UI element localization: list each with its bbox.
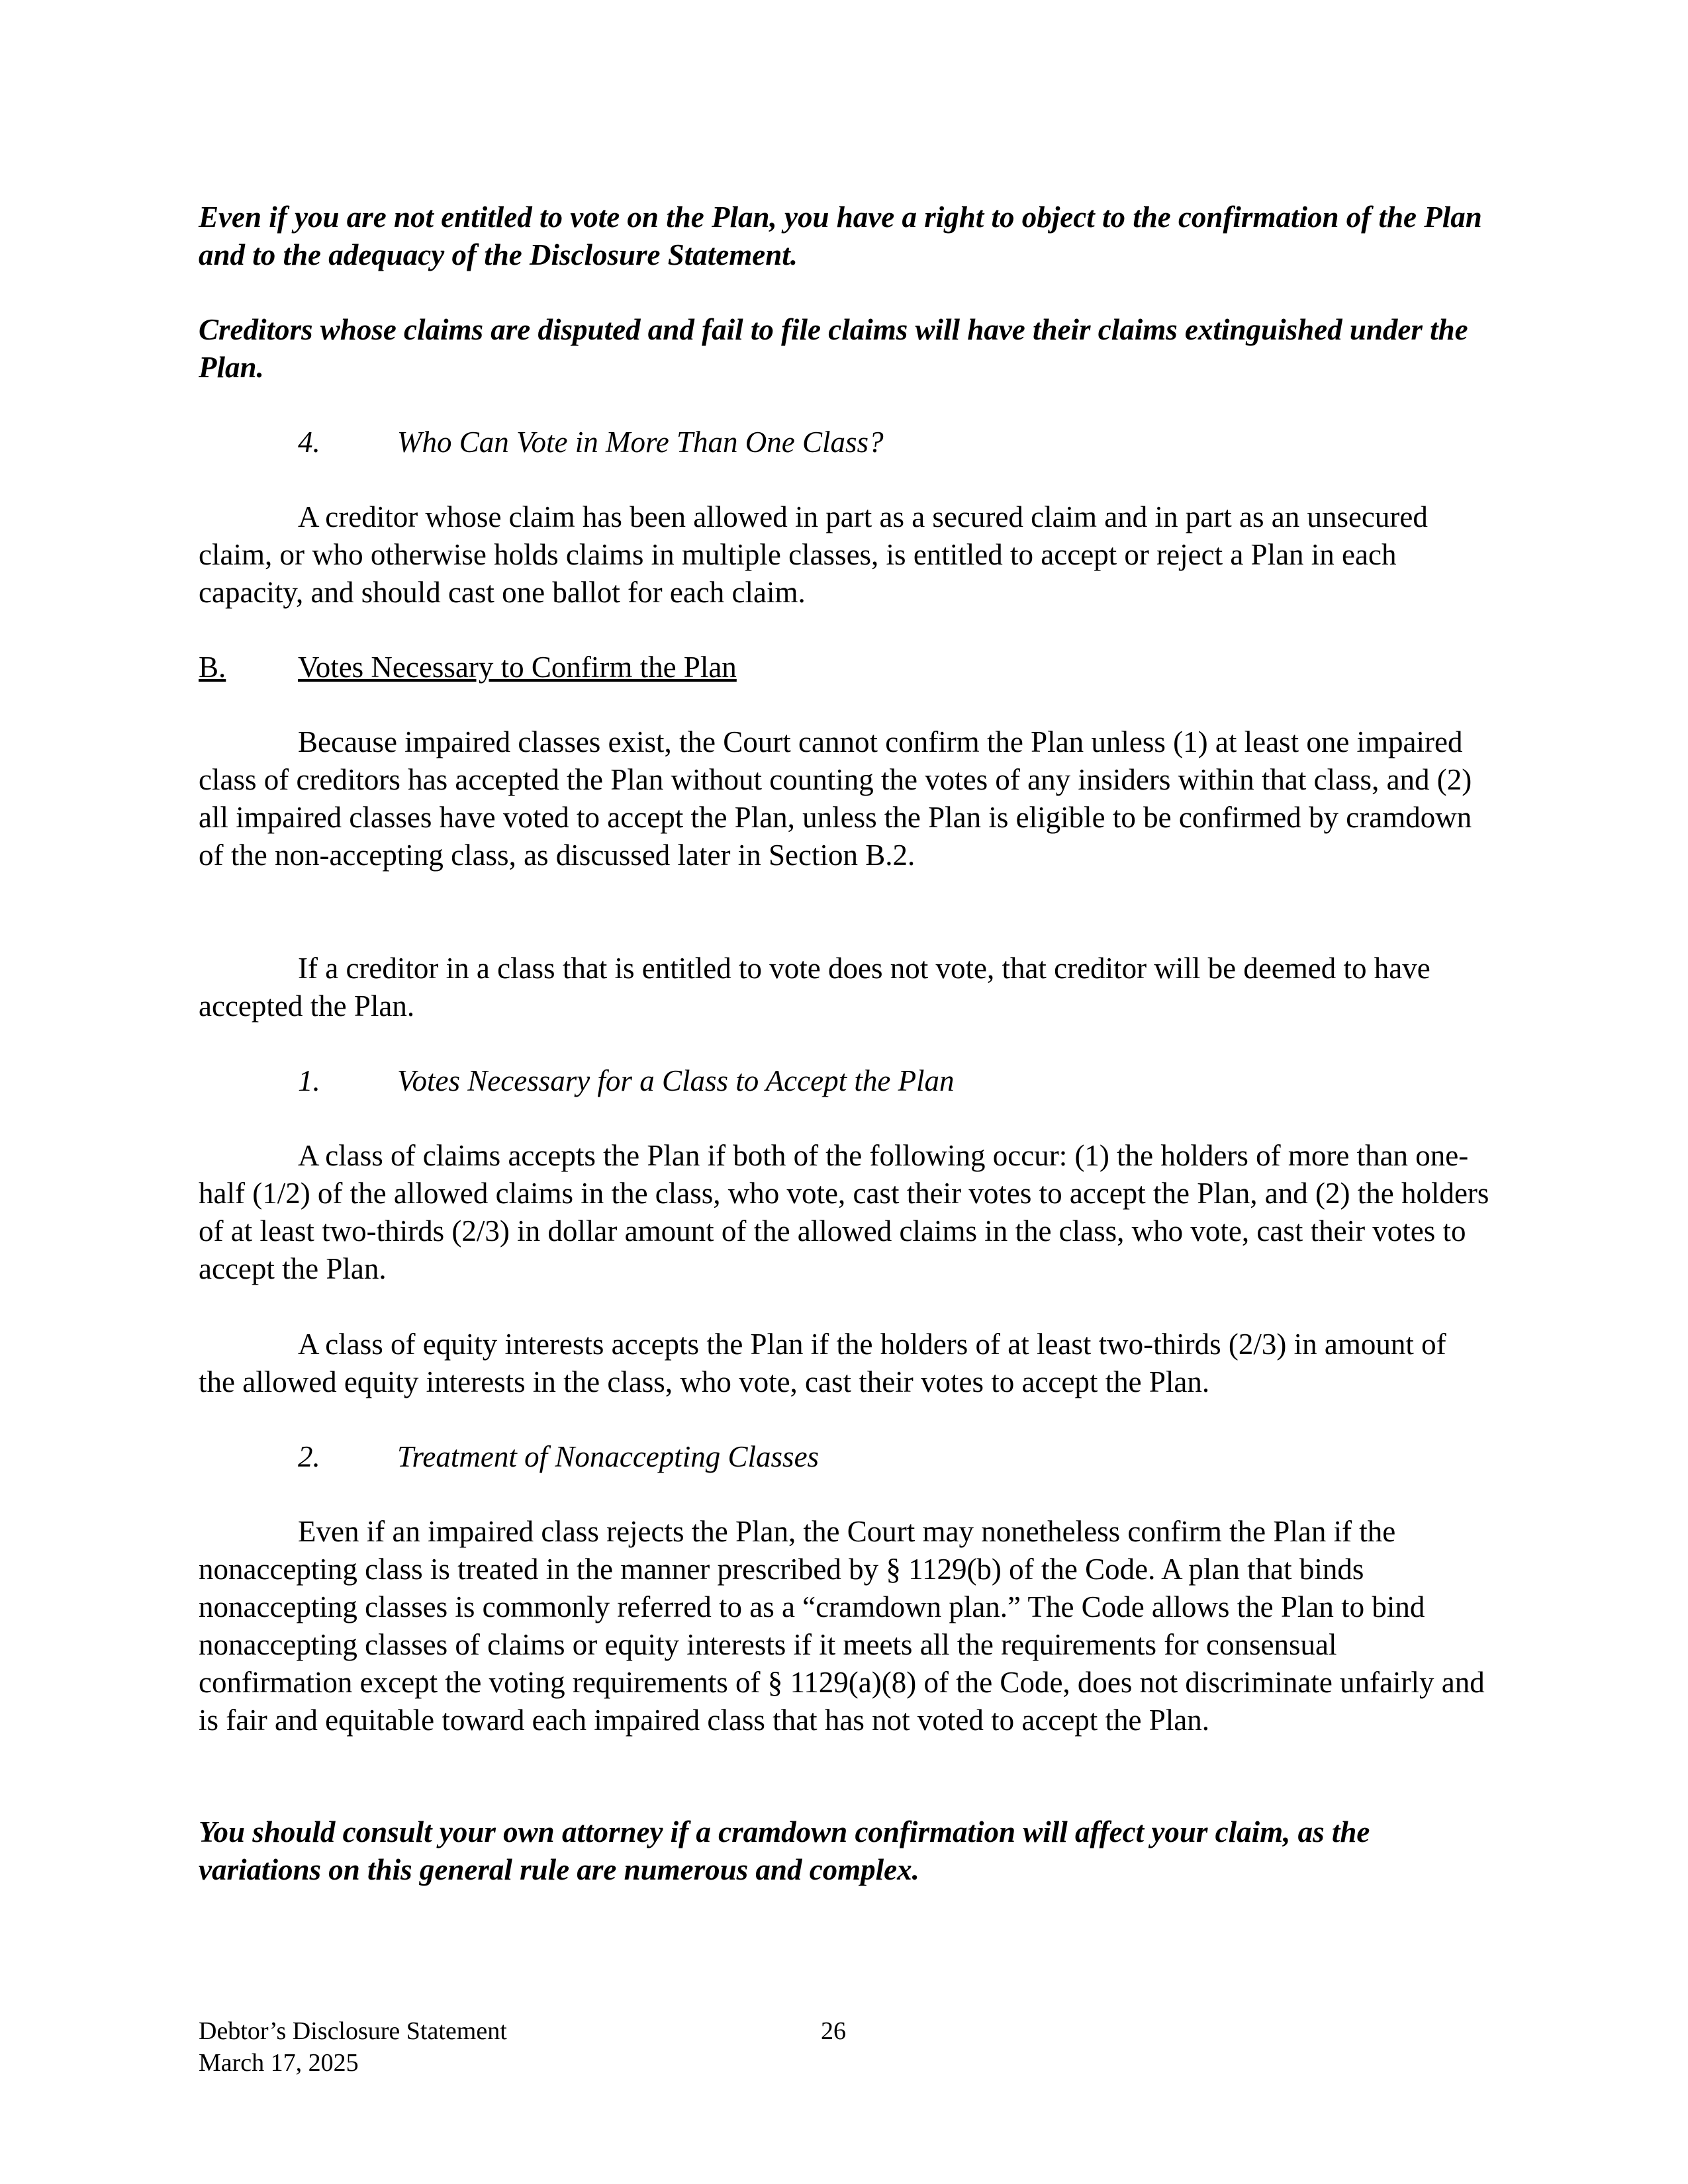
page-number: 26 xyxy=(821,2017,846,2045)
paragraph-impaired-classes: Because impaired classes exist, the Court cannot confirm the Plan unless (1) at least one impaired class of creditors has accepted the Plan without counting the votes of any insiders within that class, and (2) all impaired classes have voted to accept the Plan, unless the Plan is eligible to be confirmed by cramdown of the non-accepting class, as discussed later in Section B.2. xyxy=(199,725,1472,872)
paragraph-equity-interests: A class of equity interests accepts the Plan if the holders of at least two-thirds (2/3) in amount of the allowed equity interests in the class, who vote, cast their votes to accept the Plan. xyxy=(199,1328,1446,1398)
notice-disputed-claims: Creditors whose claims are disputed and fail to file claims will have their claims extinguished under the Plan. xyxy=(199,313,1468,384)
subheading-1-number: 1. xyxy=(298,1064,320,1097)
section-b-title: Votes Necessary to Confirm the Plan xyxy=(298,651,737,684)
notice-right-to-object: Even if you are not entitled to vote on the Plan, you have a right to object to the confirmation of the Plan and to the adequacy of the Disclosure Statement. xyxy=(199,201,1482,271)
notice-consult-attorney: You should consult your own attorney if a cramdown confirmation will affect your claim, as the variations on this general rule are numerous and complex. xyxy=(199,1815,1370,1886)
section-b-letter: B. xyxy=(199,651,226,684)
footer-doc-title: Debtor’s Disclosure Statement xyxy=(199,2017,507,2045)
paragraph-multiple-classes: A creditor whose claim has been allowed in part as a secured claim and in part as an unsecured claim, or who otherwise holds claims in multiple classes, is entitled to accept or reject a Plan in each capacity, and should cast one ballot for each claim. xyxy=(199,500,1428,609)
footer xyxy=(199,2015,507,2079)
subheading-1 xyxy=(199,1062,1489,1100)
subheading-2-title: Treatment of Nonaccepting Classes xyxy=(397,1440,820,1473)
paragraph-cramdown: Even if an impaired class rejects the Plan, the Court may nonetheless confirm the Plan if the nonaccepting class is treated in the manner prescribed by § 1129(b) of the Code. A plan that binds nonaccepting classes is commonly referred to as a “cramdown plan.” The Code allows the Plan to bind nonaccepting classes of claims or equity interests if it meets all the requirements for consensual confirmation except the voting requirements of § 1129(a)(8) of the Code, does not discriminate unfairly and is fair and equitable toward each impaired class that has not voted to accept the Plan. xyxy=(199,1515,1485,1737)
subheading-1-title: Votes Necessary for a Class to Accept the Plan xyxy=(397,1064,955,1097)
subheading-4-number: 4. xyxy=(298,426,320,459)
paragraph-deemed-accepted: If a creditor in a class that is entitled to vote does not vote, that creditor will be deemed to have accepted the Plan. xyxy=(199,952,1430,1023)
section-heading-b xyxy=(199,649,1489,686)
subheading-2 xyxy=(199,1438,1489,1476)
subheading-4 xyxy=(199,424,1489,461)
subheading-2-number: 2. xyxy=(298,1440,320,1473)
subheading-4-title: Who Can Vote in More Than One Class? xyxy=(397,426,884,459)
paragraph-class-of-claims: A class of claims accepts the Plan if both of the following occur: (1) the holders of more than one-half (1/2) of the allowed claims in the class, who vote, cast their votes to accept the Plan, and (2) the holders of at least two-thirds (2/3) in dollar amount of the allowed claims in the class, who vote, cast their votes to accept the Plan. xyxy=(199,1139,1489,1285)
footer-date: March 17, 2025 xyxy=(199,2049,359,2077)
